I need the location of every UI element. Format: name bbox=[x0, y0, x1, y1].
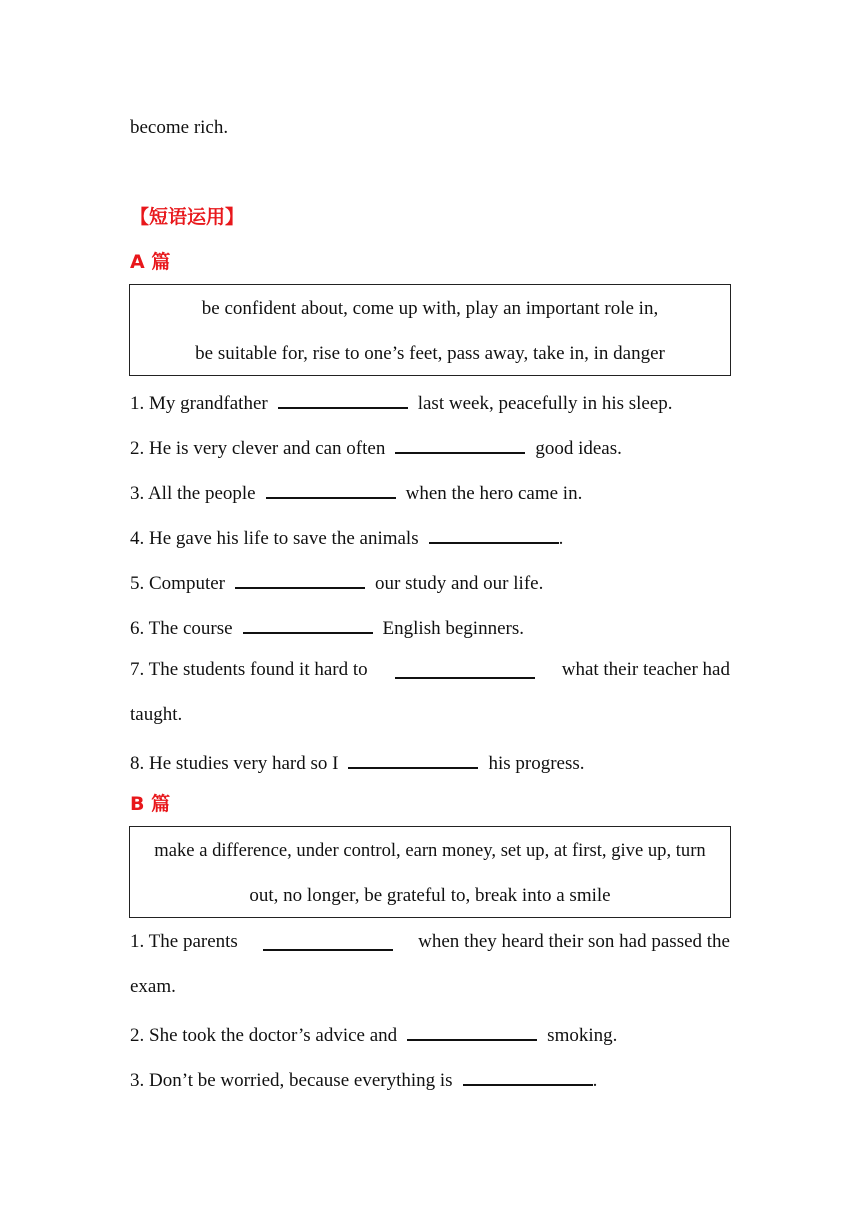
part-a-label: A 篇 bbox=[130, 251, 171, 273]
continuation-text: become rich. bbox=[130, 117, 229, 138]
question-text: 5. Computer bbox=[130, 573, 225, 594]
answer-blank[interactable] bbox=[395, 658, 535, 679]
answer-blank[interactable] bbox=[348, 748, 478, 769]
question-text: 1. The parents bbox=[130, 931, 238, 952]
question-text: last week, peacefully in his sleep. bbox=[417, 393, 673, 414]
answer-blank[interactable] bbox=[243, 613, 373, 634]
word-box-line: be confident about, come up with, play an important role in, bbox=[201, 298, 659, 319]
part-b-label: B 篇 bbox=[130, 793, 171, 815]
part-a-word-box bbox=[129, 284, 731, 376]
question-a8 bbox=[130, 748, 585, 776]
section-title: 【短语运用】 bbox=[130, 206, 245, 228]
question-text: 4. He gave his life to save the animals bbox=[130, 528, 419, 549]
question-text: 3. Don’t be worried, because everything is bbox=[130, 1070, 453, 1091]
question-a4 bbox=[130, 523, 563, 551]
question-a2 bbox=[130, 433, 622, 461]
question-text: when they heard their son had passed the bbox=[418, 931, 730, 952]
question-text: . bbox=[592, 1070, 598, 1091]
question-text: what their teacher had bbox=[561, 659, 730, 680]
question-text: 2. He is very clever and can often bbox=[130, 438, 386, 459]
word-box-line: make a difference, under control, earn money, set up, at first, give up, turn bbox=[154, 840, 706, 861]
answer-blank[interactable] bbox=[278, 388, 408, 409]
question-a5 bbox=[130, 568, 543, 596]
answer-blank[interactable] bbox=[266, 478, 396, 499]
question-b1 bbox=[130, 930, 730, 954]
question-text: 3. All the people bbox=[130, 483, 256, 504]
answer-blank[interactable] bbox=[463, 1065, 593, 1086]
question-b3 bbox=[130, 1065, 597, 1093]
answer-blank[interactable] bbox=[429, 523, 559, 544]
question-text: 2. She took the doctor’s advice and bbox=[130, 1025, 398, 1046]
answer-blank[interactable] bbox=[263, 930, 393, 951]
question-a6 bbox=[130, 613, 524, 641]
answer-blank[interactable] bbox=[407, 1020, 537, 1041]
question-b1-continuation: exam. bbox=[130, 976, 176, 997]
part-b-word-box bbox=[129, 826, 731, 918]
question-text: 1. My grandfather bbox=[130, 393, 268, 414]
question-text: smoking. bbox=[547, 1025, 618, 1046]
question-text: 7. The students found it hard to bbox=[130, 659, 368, 680]
question-a1 bbox=[130, 388, 673, 416]
question-text: 6. The course bbox=[130, 618, 233, 639]
question-a7 bbox=[130, 658, 730, 682]
question-text: . bbox=[558, 528, 564, 549]
word-box-line: be suitable for, rise to one’s feet, pass away, take in, in danger bbox=[195, 343, 665, 364]
question-text: when the hero came in. bbox=[405, 483, 583, 504]
question-a3 bbox=[130, 478, 582, 506]
question-text: his progress. bbox=[488, 753, 585, 774]
answer-blank[interactable] bbox=[395, 433, 525, 454]
question-text: good ideas. bbox=[535, 438, 622, 459]
question-a7-continuation: taught. bbox=[130, 704, 183, 725]
question-text: 8. He studies very hard so I bbox=[130, 753, 339, 774]
word-box-line: out, no longer, be grateful to, break into a smile bbox=[249, 885, 611, 906]
answer-blank[interactable] bbox=[235, 568, 365, 589]
question-b2 bbox=[130, 1020, 617, 1048]
question-text: our study and our life. bbox=[375, 573, 544, 594]
question-text: English beginners. bbox=[382, 618, 524, 639]
